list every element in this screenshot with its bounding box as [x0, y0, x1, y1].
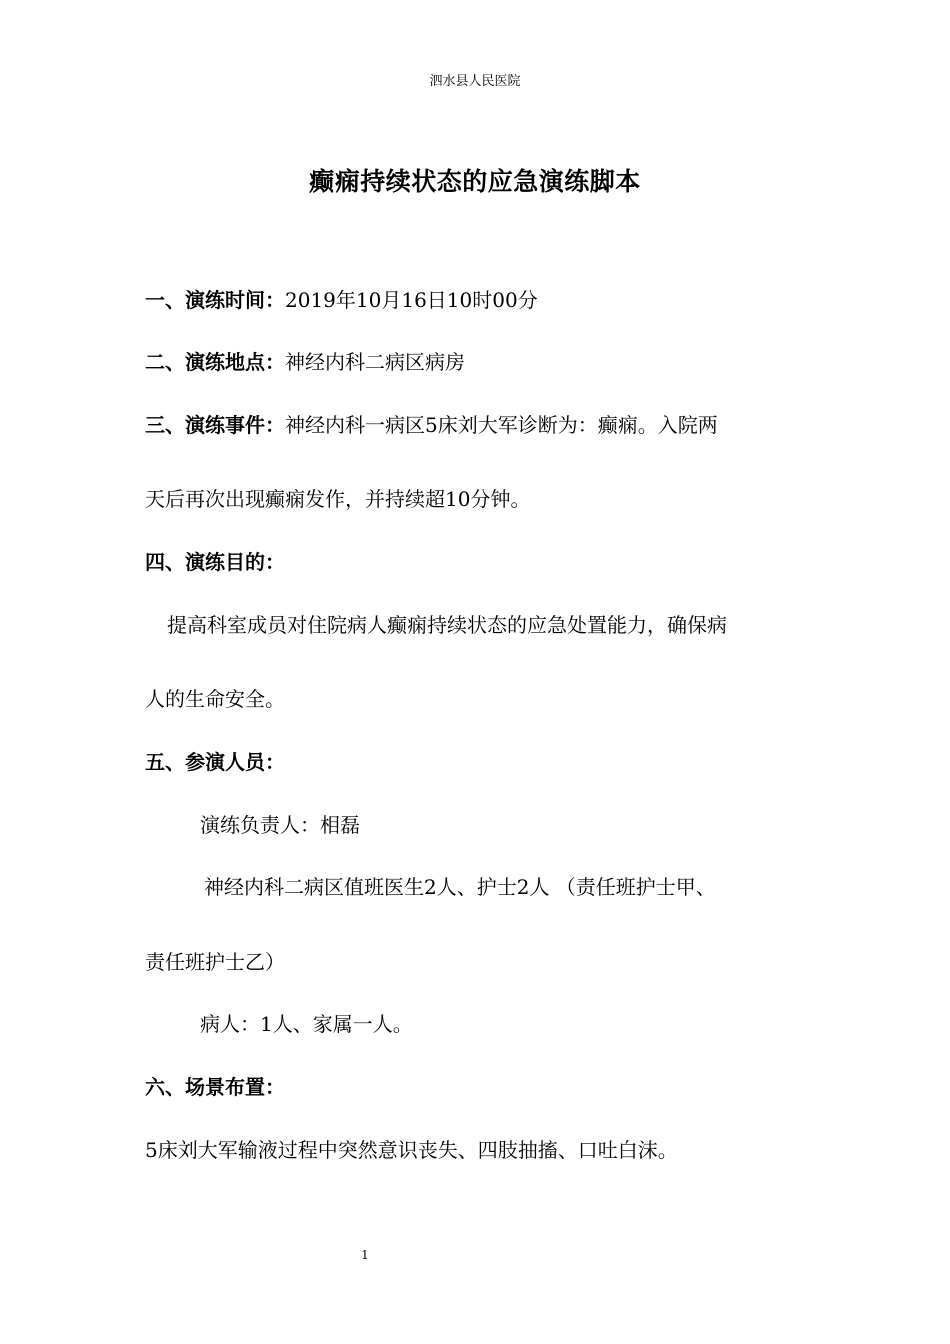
participants-leader: 演练负责人：相磊 — [200, 813, 360, 837]
section-scene-label-text: 六、场景布置： — [145, 1075, 285, 1099]
section-location-value: 神经内科二病区病房 — [285, 350, 465, 374]
section-event-value-line1: 神经内科一病区5床刘大军诊断为：癫痫。入院两 — [285, 413, 718, 437]
section-scene-label — [145, 1073, 285, 1101]
section-time — [145, 286, 538, 314]
section-event — [145, 411, 718, 439]
section-participants-label-text: 五、参演人员： — [145, 750, 285, 774]
section-location — [145, 348, 465, 376]
participants-patients: 病人：1人、家属一人。 — [200, 1012, 413, 1036]
section-purpose-line1: 提高科室成员对住院病人癫痫持续状态的应急处置能力，确保病 — [167, 613, 727, 637]
section-event-label: 三、演练事件： — [145, 413, 285, 437]
section-scene-line1: 5床刘大军输液过程中突然意识丧失、四肢抽搐、口吐白沫。 — [145, 1138, 678, 1162]
section-purpose-label — [145, 548, 285, 576]
section-event-value-line2: 天后再次出现癫痫发作，并持续超10分钟。 — [145, 487, 531, 511]
page-header-hospital: 泗水县人民医院 — [429, 74, 521, 89]
section-purpose-label-text: 四、演练目的： — [145, 550, 285, 574]
section-time-label: 一、演练时间： — [145, 288, 285, 312]
section-participants-label — [145, 748, 285, 776]
section-purpose-line2: 人的生命安全。 — [145, 687, 285, 711]
participants-staff-line1: 神经内科二病区值班医生2人、护士2人 （责任班护士甲、 — [204, 875, 716, 899]
document-title: 癫痫持续状态的应急演练脚本 — [309, 167, 641, 196]
page-number: 1 — [361, 1248, 369, 1262]
section-time-value: 2019年10月16日10时00分 — [285, 288, 538, 312]
participants-staff-line2: 责任班护士乙） — [145, 950, 285, 974]
section-location-label: 二、演练地点： — [145, 350, 285, 374]
